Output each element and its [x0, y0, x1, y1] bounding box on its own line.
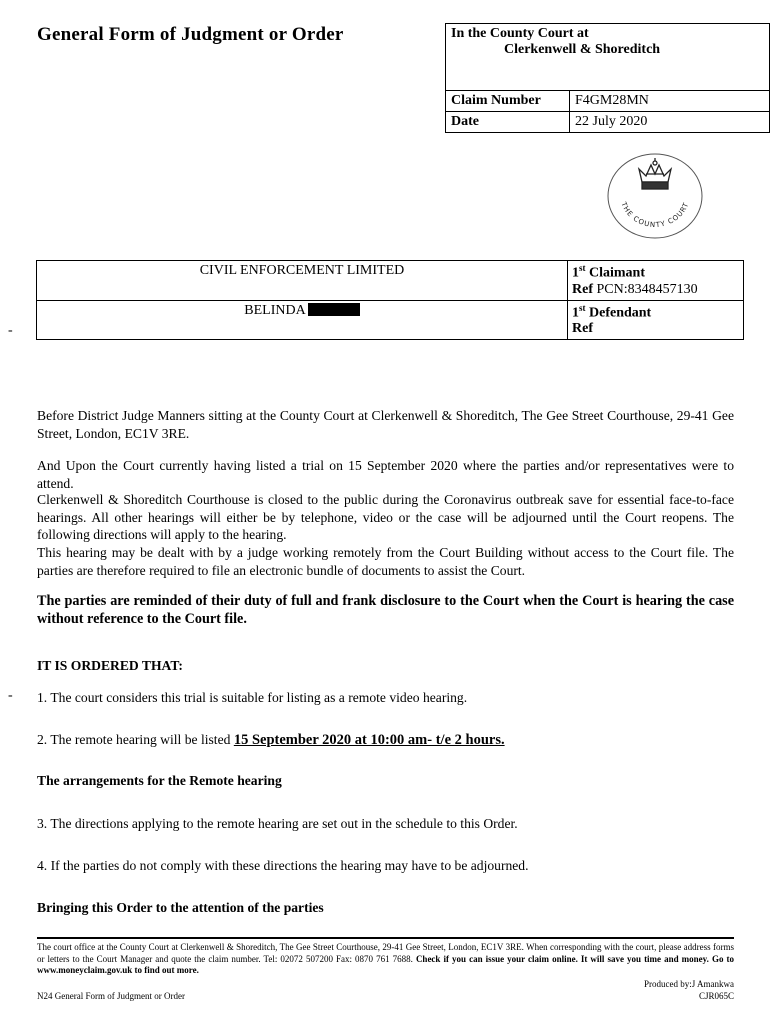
order-item-2-text: 2. The remote hearing will be listed — [37, 732, 234, 747]
produced-by-block — [560, 979, 734, 1002]
claimant-ordinal-suffix: st — [579, 263, 586, 273]
court-name-cell — [446, 24, 770, 91]
court-line-1: In the County Court at — [451, 26, 589, 41]
defendant-ordinal-suffix: st — [579, 302, 586, 313]
seal-text: THE COUNTY COURT — [619, 201, 691, 230]
order-item-2 — [37, 732, 505, 749]
margin-mark: - — [8, 688, 13, 703]
defendant-role-cell — [568, 300, 744, 340]
claimant-role: Claimant — [589, 265, 645, 281]
reference-code: CJR065C — [698, 990, 734, 1001]
claimant-role-cell — [568, 261, 744, 301]
court-details-table — [445, 23, 770, 133]
court-seal — [606, 152, 704, 240]
svg-text:THE COUNTY COURT — [619, 200, 691, 229]
parties-box — [36, 260, 744, 340]
arrangements-heading: The arrangements for the Remote hearing — [37, 773, 282, 788]
footer-office-text — [37, 942, 734, 977]
footer-online-notice: Check if you can issue your claim online. It will save you time and money. Go to www.moneyclaim.gov.uk to find out more. — [37, 953, 734, 975]
page-title: General Form of Judgment or Order — [37, 24, 344, 45]
ordered-heading: IT IS ORDERED THAT: — [37, 658, 183, 673]
date-value: 22 July 2020 — [570, 112, 770, 133]
claimant-row — [37, 261, 744, 301]
form-identifier: N24 General Form of Judgment or Order — [37, 991, 185, 1001]
hearing-date-emphasis: 15 September 2020 at 10:00 am- t/e 2 hours. — [233, 732, 505, 748]
court-line-2: Clerkenwell & Shoreditch — [504, 42, 661, 57]
defendant-ref-label: Ref — [572, 321, 593, 337]
parties-table — [36, 260, 744, 340]
paragraph-before-judge: Before District Judge Manners sitting at the County Court at Clerkenwell & Shoreditch, The Gee Street Courthouse, 29-41 Gee Street, London, EC1V 3RE. — [37, 408, 734, 441]
redaction-block — [308, 303, 360, 316]
defendant-row — [37, 300, 744, 340]
paragraph-remote-judge: This hearing may be dealt with by a judge working remotely from the Court Building without access to the Court file. The parties are therefore required to file an electronic bundle of documents to assist the Court. — [37, 545, 734, 578]
defendant-role: Defendant — [589, 305, 652, 321]
bringing-heading: Bringing this Order to the attention of the parties — [37, 900, 324, 915]
paragraph-disclosure-reminder: The parties are reminded of their duty of full and frank disclosure to the Court when the Court is hearing the case without reference to the Court file. — [37, 593, 734, 627]
footer-office-info: The court office at the County Court at Clerkenwell & Shoreditch, The Gee Street Courthouse, 29-41 Gee Street, London, EC1V 3RE. When corresponding with the court, please address forms or letters to the Court Manager and quote the claim number. Tel: 02072 507200 Fax: 0870 761 7688. — [37, 942, 734, 964]
claimant-ref-label: Ref — [572, 281, 593, 297]
produced-by: Produced by:J Amankwa — [644, 979, 734, 989]
paragraph-upon-court: And Upon the Court currently having listed a trial on 15 September 2020 where the parties and/or representatives were to attend. — [37, 458, 734, 491]
court-seal-icon — [606, 152, 704, 240]
order-item-4: 4. If the parties do not comply with these directions the hearing may have to be adjourned. — [37, 858, 529, 873]
paragraph-courthouse-closed: Clerkenwell & Shoreditch Courthouse is closed to the public during the Coronavirus outbreak save for essential face-to-face hearings. All other hearings will either be by telephone, video or the case will be adjourned until the Court reopens. The following directions will apply to the hearing. — [37, 492, 734, 543]
date-label: Date — [446, 112, 570, 133]
defendant-name: BELINDA — [244, 302, 306, 318]
claim-number-value: F4GM28MN — [570, 91, 770, 112]
defendant-ordinal: 1 — [572, 305, 579, 321]
order-item-3: 3. The directions applying to the remote hearing are set out in the schedule to this Order. — [37, 816, 518, 831]
footer-divider — [37, 937, 734, 939]
court-details-box — [445, 23, 770, 143]
margin-mark: - — [8, 323, 13, 338]
claimant-ordinal: 1 — [572, 265, 579, 281]
claimant-ref: PCN:8348457130 — [596, 281, 698, 297]
order-item-1: 1. The court considers this trial is suitable for listing as a remote video hearing. — [37, 690, 468, 705]
claimant-name: CIVIL ENFORCEMENT LIMITED — [37, 261, 568, 301]
claim-number-label: Claim Number — [446, 91, 570, 112]
defendant-name-cell — [37, 300, 568, 340]
